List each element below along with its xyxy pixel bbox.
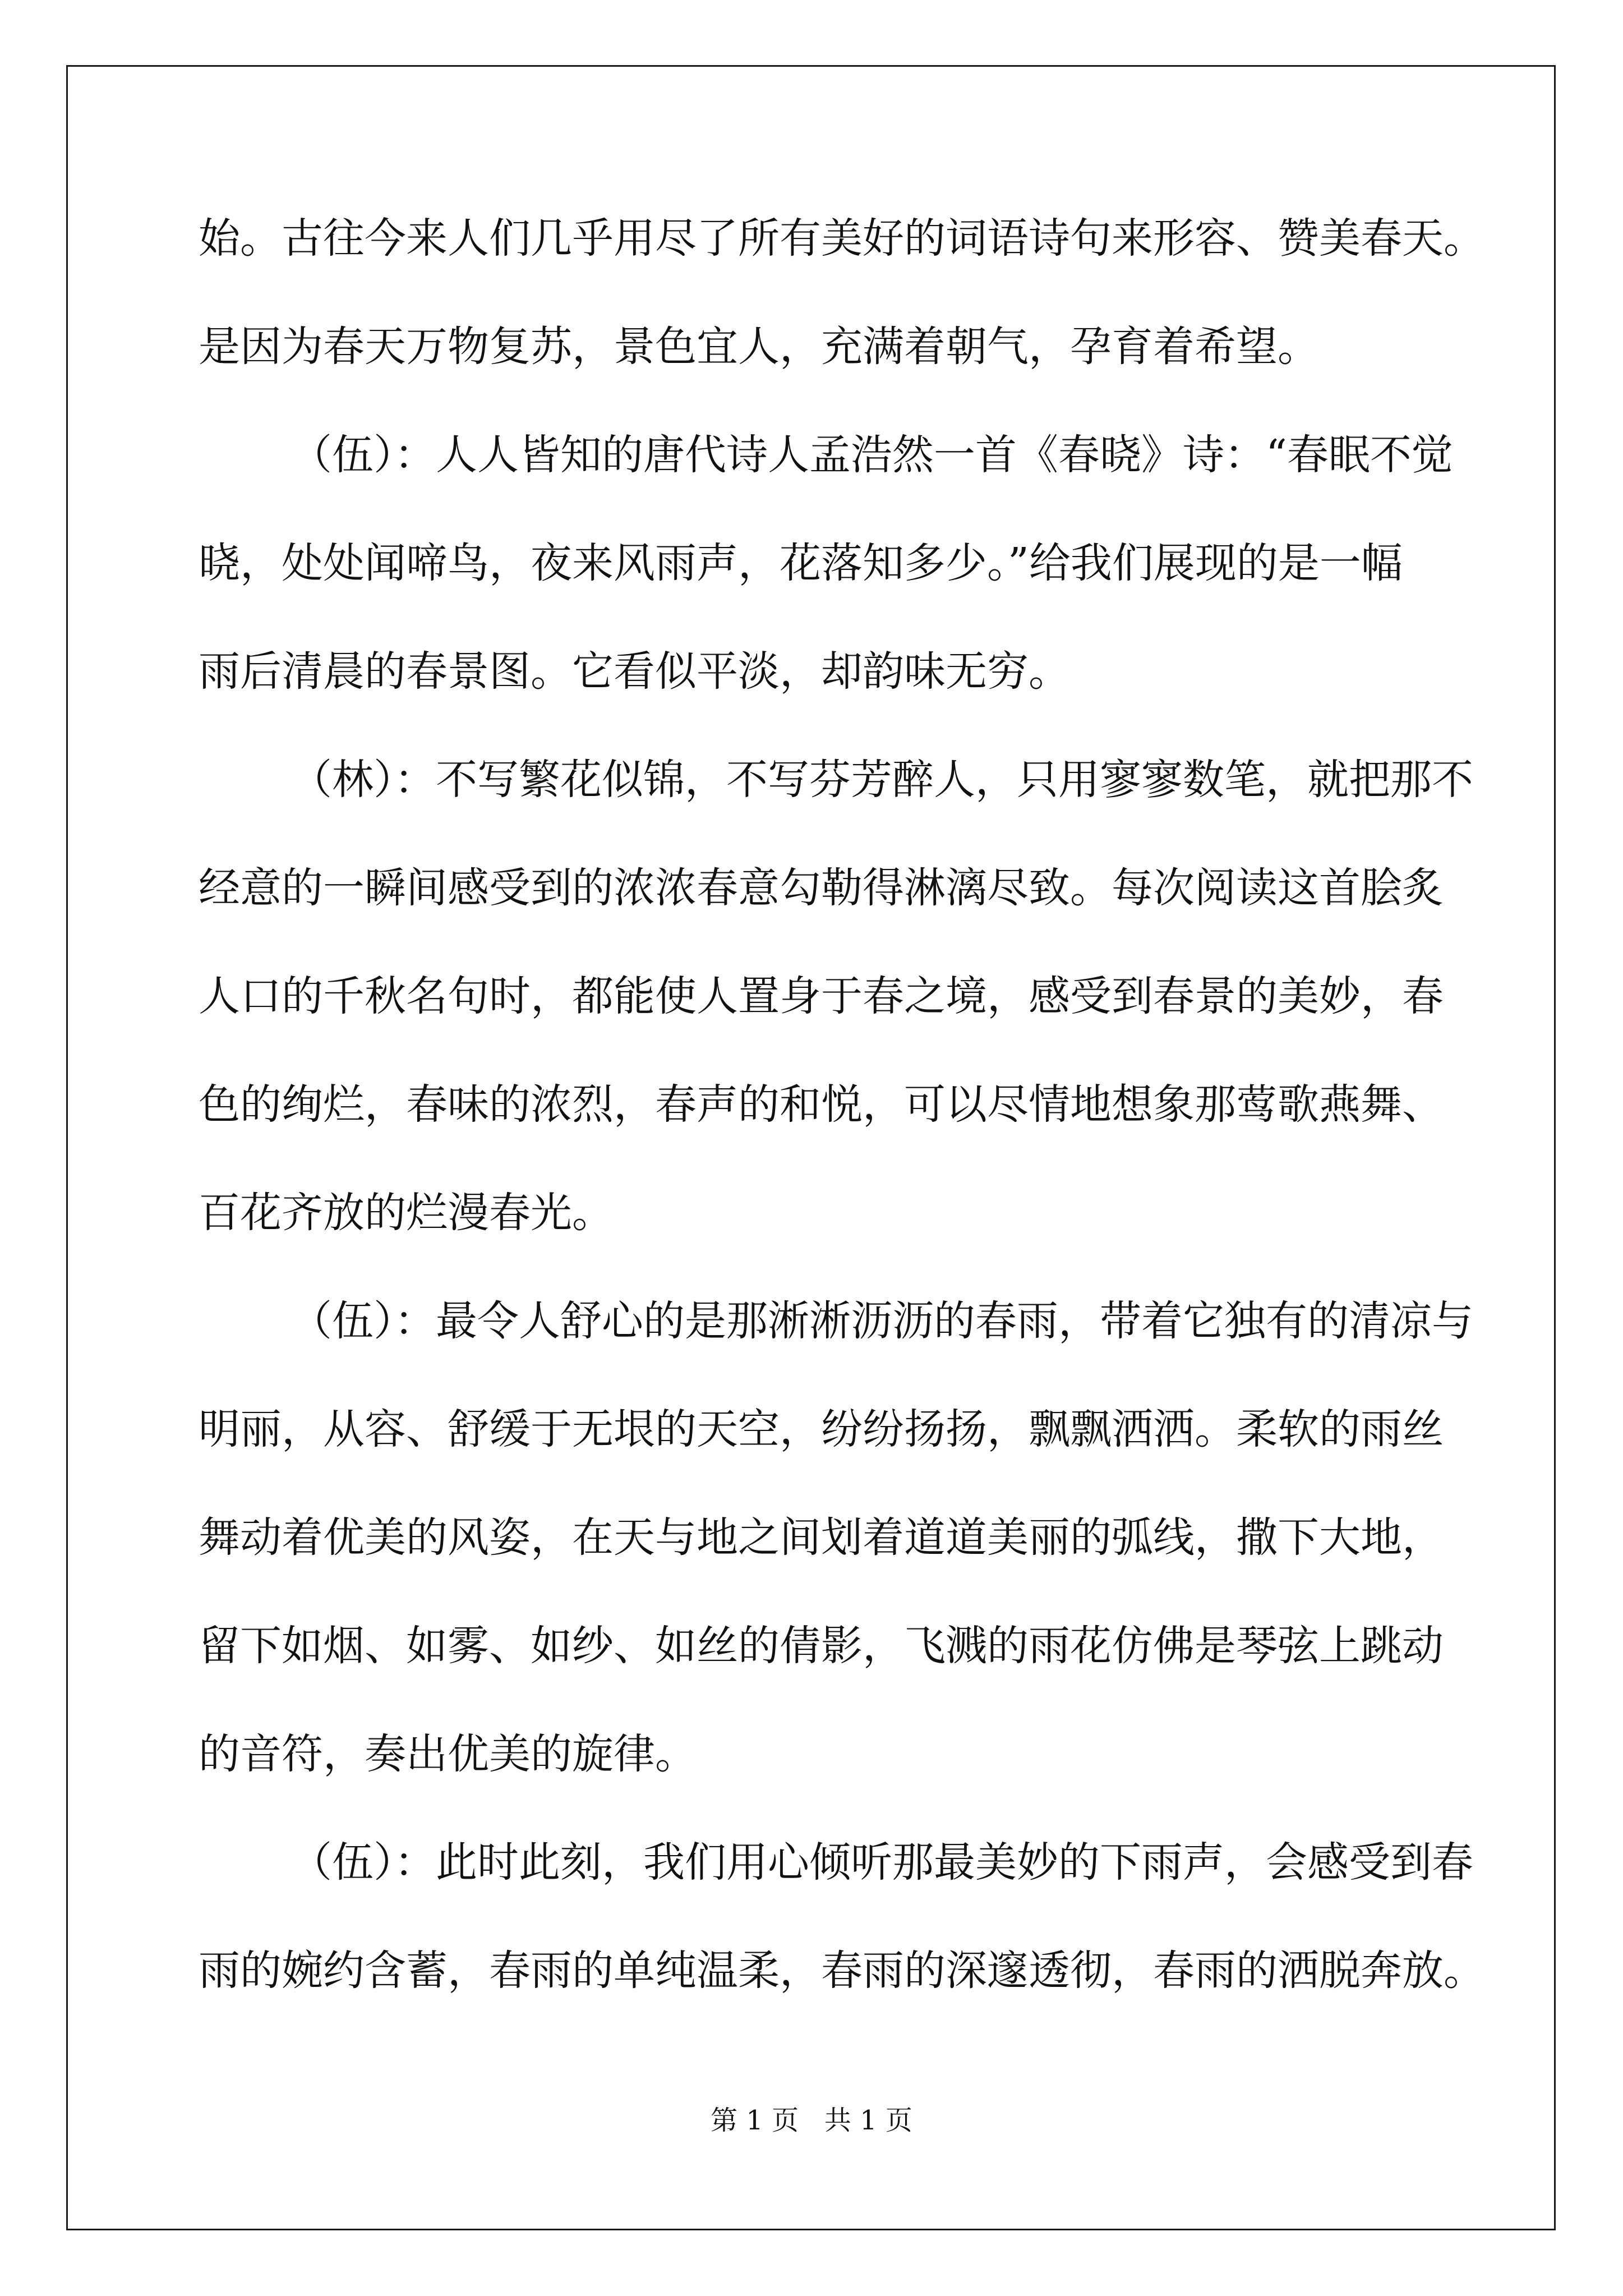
paragraph-start-line: （伍）：此时此刻，我们用心倾听那最美妙的下雨声，会感受到春 xyxy=(291,1838,1473,1887)
text-line: 雨的婉约含蓄，春雨的单纯温柔，春雨的深邃透彻，春雨的洒脱奔放。 xyxy=(199,1947,1485,1995)
text-line: 色的绚烂，春味的浓烈，春声的和悦，可以尽情地想象那莺歌燕舞、 xyxy=(199,1080,1444,1129)
text-line: 经意的一瞬间感受到的浓浓春意勾勒得淋漓尽致。每次阅读这首脍炙 xyxy=(199,864,1444,912)
text-line: 舞动着优美的风姿，在天与地之间划着道道美丽的弧线，撒下大地， xyxy=(199,1513,1444,1562)
page-number-footer: 第 1 页 共 1 页 xyxy=(711,2105,912,2136)
text-line: 是因为春天万物复苏，景色宜人，充满着朝气，孕育着希望。 xyxy=(199,323,1319,371)
paragraph-start-line: （伍）：最令人舒心的是那淅淅沥沥的春雨，带着它独有的清凉与 xyxy=(291,1297,1473,1345)
paragraph-start-line: （伍）：人人皆知的唐代诗人孟浩然一首《春晓》诗：“春眠不觉 xyxy=(291,431,1453,479)
text-line: 始。古往今来人们几乎用尽了所有美好的词语诗句来形容、赞美春天。 xyxy=(199,214,1485,263)
text-line: 的音符，奏出优美的旋律。 xyxy=(199,1730,697,1778)
text-line: 晓，处处闻啼鸟，夜来风雨声，花落知多少。”给我们展现的是一幅 xyxy=(199,539,1403,587)
text-line: 留下如烟、如雾、如纱、如丝的倩影，飞溅的雨花仿佛是琴弦上跳动 xyxy=(199,1622,1444,1670)
document-body xyxy=(199,211,1485,2052)
text-line: 人口的千秋名句时，都能使人置身于春之境，感受到春景的美妙，春 xyxy=(199,972,1444,1020)
paragraph-start-line: （林）：不写繁花似锦，不写芬芳醉人，只用寥寥数笔，就把那不 xyxy=(291,756,1473,804)
text-line: 雨后清晨的春景图。它看似平淡，却韵味无穷。 xyxy=(199,647,1070,696)
text-line: 明丽，从容、舒缓于无垠的天空，纷纷扬扬，飘飘洒洒。柔软的雨丝 xyxy=(199,1405,1444,1453)
text-line: 百花齐放的烂漫春光。 xyxy=(199,1189,614,1237)
